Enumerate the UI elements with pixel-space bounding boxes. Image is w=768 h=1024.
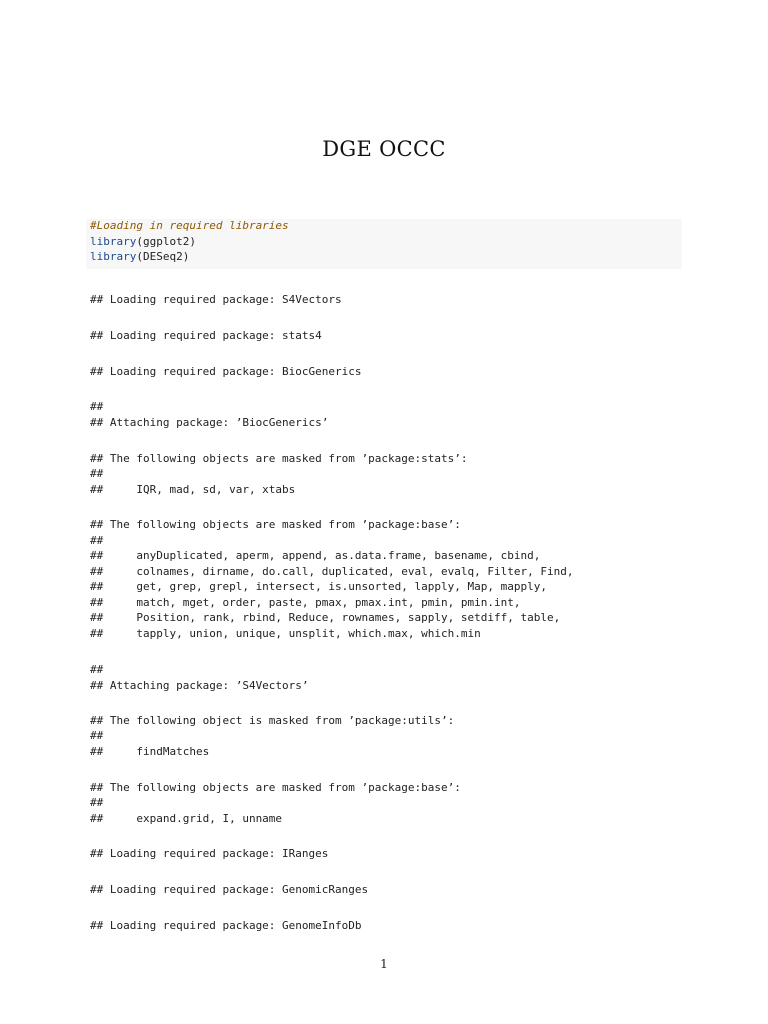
document-title: DGE OCCC [322,137,446,161]
library-keyword: library [90,235,137,248]
output-line: ## match, mget, order, paste, pmax, pmax.int, pmin, pmin.int, [90,596,521,609]
output-line: ## Position, rank, rbind, Reduce, rownames, sapply, setdiff, table, [90,611,561,624]
output-line: ## [90,796,104,809]
library-argument: (DESeq2) [136,250,190,263]
output-line: ## Loading required package: stats4 [90,329,322,342]
library-argument: (ggplot2) [136,235,196,248]
output-line: ## [90,534,104,547]
code-comment: #Loading in required libraries [90,219,289,232]
output-line: ## colnames, dirname, do.call, duplicated, eval, evalq, Filter, Find, [90,565,574,578]
output-line: ## The following object is masked from ’package:utils’: [90,714,455,727]
code-line-deseq2 [90,250,189,264]
output-line: ## expand.grid, I, unname [90,812,283,825]
output-line: ## Loading required package: GenomicRanges [90,883,369,896]
output-line: ## [90,467,104,480]
output-line: ## Loading required package: S4Vectors [90,293,342,306]
output-line: ## findMatches [90,745,210,758]
output-line: ## Loading required package: GenomeInfoDb [90,919,362,932]
output-line: ## [90,729,104,742]
library-keyword: library [90,250,137,263]
output-line: ## tapply, union, unique, unsplit, which.max, which.min [90,627,481,640]
output-line: ## IQR, mad, sd, var, xtabs [90,483,296,496]
output-line: ## Loading required package: BiocGenerics [90,365,362,378]
page-number: 1 [380,957,388,971]
output-line: ## Loading required package: IRanges [90,847,329,860]
output-line: ## anyDuplicated, aperm, append, as.data.frame, basename, cbind, [90,549,541,562]
output-line: ## [90,663,104,676]
output-line: ## The following objects are masked from ’package:stats’: [90,452,468,465]
output-line: ## The following objects are masked from ’package:base’: [90,518,461,531]
output-line: ## The following objects are masked from ’package:base’: [90,781,461,794]
output-line: ## [90,400,104,413]
output-line: ## Attaching package: ’BiocGenerics’ [90,416,329,429]
code-line-ggplot2 [90,235,196,249]
output-line: ## get, grep, grepl, intersect, is.unsorted, lapply, Map, mapply, [90,580,547,593]
output-line: ## Attaching package: ’S4Vectors’ [90,679,309,692]
